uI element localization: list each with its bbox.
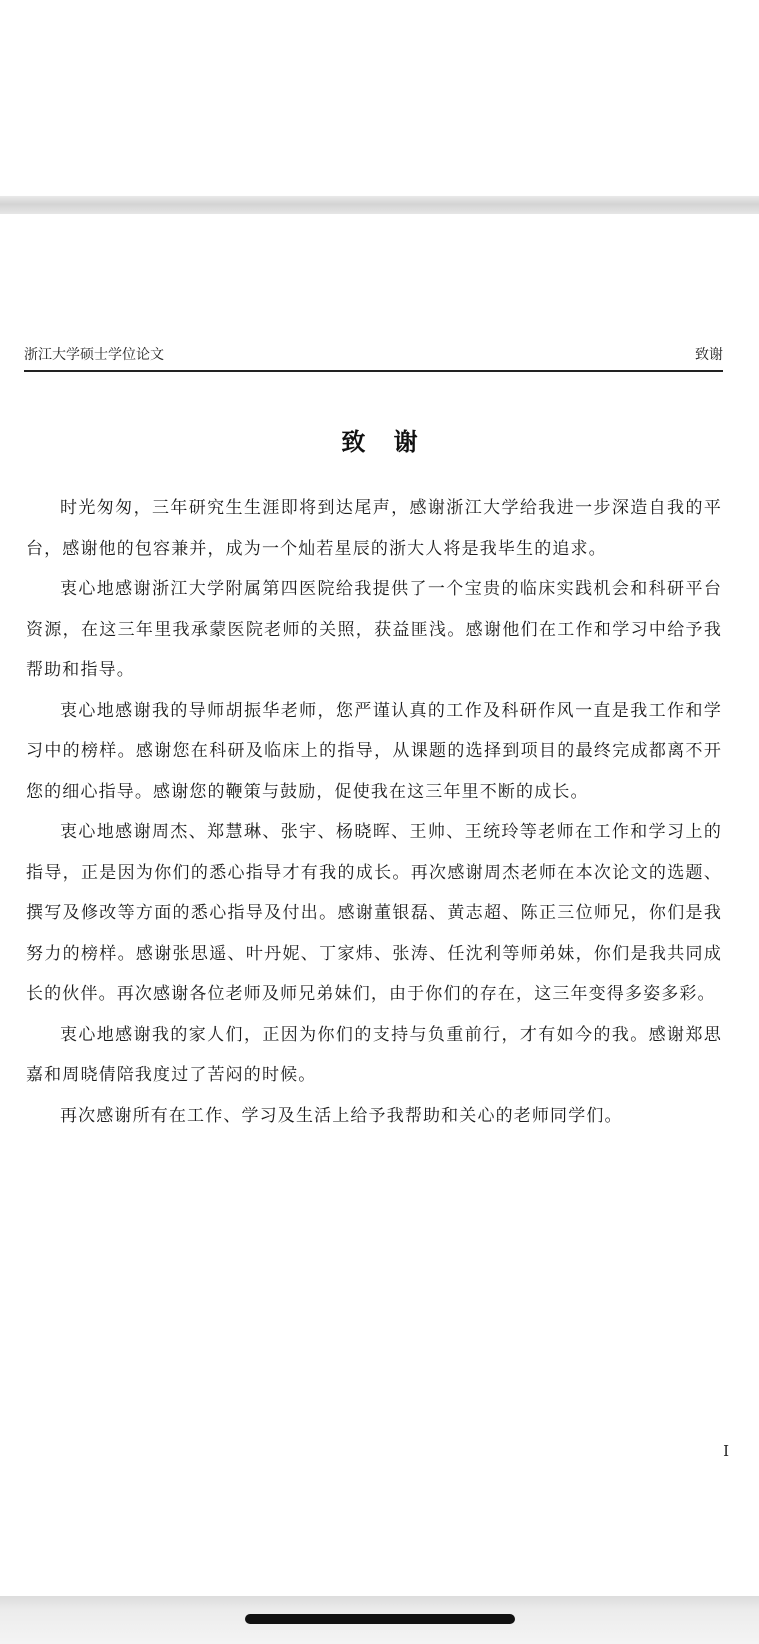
document-page (0, 214, 759, 1596)
running-header (24, 344, 723, 372)
page-separator (0, 196, 759, 214)
chapter-title: 致 谢 (341, 427, 428, 456)
acknowledgement-body (26, 488, 722, 1136)
paragraph-6: 再次感谢所有在工作、学习及生活上给予我帮助和关心的老师同学们。 (60, 1105, 623, 1126)
running-header-section-name: 致谢 (695, 347, 723, 363)
paragraph-2: 衷心地感谢浙江大学附属第四医院给我提供了一个宝贵的临床实践机会和科研平台资源，在这三年里我承蒙医院老师的关照，获益匪浅。感谢他们在工作和学习中给予我帮助和指导。 (26, 579, 722, 680)
home-indicator-bar[interactable] (245, 1614, 515, 1624)
previous-page-blank-area (0, 0, 759, 196)
running-header-thesis-name: 浙江大学硕士学位论文 (24, 347, 164, 363)
paragraph-4: 衷心地感谢周杰、郑慧琳、张宇、杨晓晖、王帅、王统玲等老师在工作和学习上的指导，正是因为你们的悉心指导才有我的成长。再次感谢周杰老师在本次论文的选题、撰写及修改等方面的悉心指导及付出。感谢董银磊、黄志超、陈正三位师兄，你们是我努力的榜样。感谢张思遥、叶丹妮、丁家炜、张涛、任沈利等师弟妹，你们是我共同成长的伙伴。再次感谢各位老师及师兄弟妹们，由于你们的存在，这三年变得多姿多彩。 (26, 822, 722, 1004)
paragraph-1: 时光匆匆，三年研究生生涯即将到达尾声，感谢浙江大学给我进一步深造自我的平台，感谢他的包容兼并，成为一个灿若星辰的浙大人将是我毕生的追求。 (26, 498, 722, 559)
paragraph-3: 衷心地感谢我的导师胡振华老师，您严谨认真的工作及科研作风一直是我工作和学习中的榜样。感谢您在科研及临床上的指导，从课题的选择到项目的最终完成都离不开您的细心指导。感谢您的鞭策与鼓励，促使我在这三年里不断的成长。 (26, 700, 722, 802)
page-number: I (723, 1442, 729, 1460)
paragraph-5: 衷心地感谢我的家人们，正因为你们的支持与负重前行，才有如今的我。感谢郑思嘉和周晓倩陪我度过了苦闷的时候。 (26, 1024, 722, 1085)
